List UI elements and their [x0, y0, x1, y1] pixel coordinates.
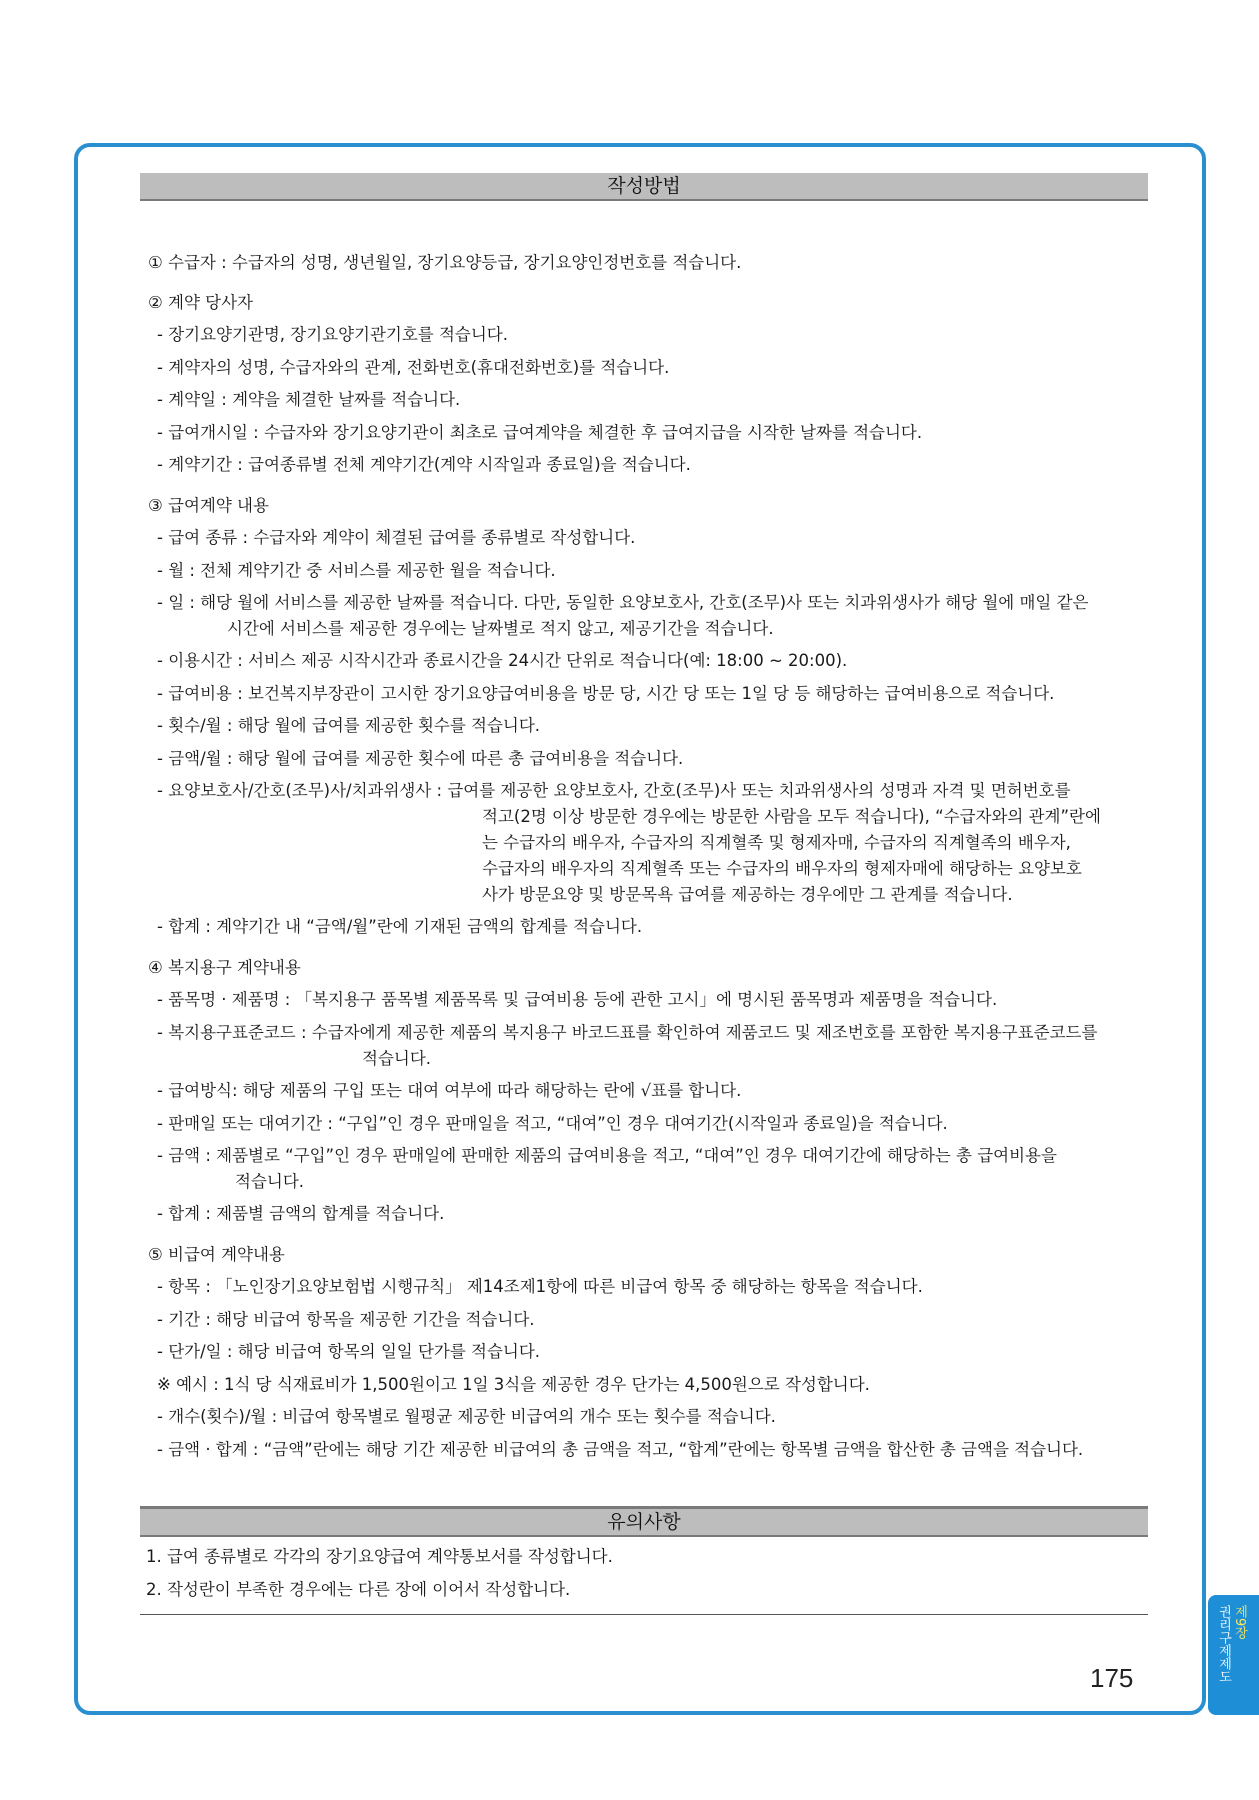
text-line: - 계약기간 : 급여종류별 전체 계약기간(계약 시작일과 종료일)을 적습니다. — [157, 455, 691, 474]
chapter-label: 권리구제제도 — [1216, 1605, 1231, 1683]
text-line: - 급여비용 : 보건복지부장관이 고시한 장기요양급여비용을 방문 당, 시간 당 또는 1일 당 등 해당하는 급여비용으로 적습니다. — [157, 684, 1055, 703]
text-line: - 급여방식: 해당 제품의 구입 또는 대여 여부에 따라 해당하는 란에 √표를 합니다. — [157, 1081, 742, 1100]
text-line: ⑤ 비급여 계약내용 — [148, 1245, 285, 1264]
text-line: - 복지용구표준코드 : 수급자에게 제공한 제품의 복지용구 바코드표를 확인하여 제품코드 및 제조번호를 포함한 복지용구표준코드를 — [157, 1023, 1098, 1042]
text-line: - 항목 : 「노인장기요양보험법 시행규칙」 제14조제1항에 따른 비급여 항목 중 해당하는 항목을 적습니다. — [157, 1277, 923, 1296]
text-line: ② 계약 당사자 — [148, 293, 253, 312]
section-title-writing-method: 작성방법 — [140, 173, 1148, 201]
text-line: - 계약자의 성명, 수급자와의 관계, 전화번호(휴대전화번호)를 적습니다. — [157, 358, 670, 377]
text-line: - 개수(횟수)/월 : 비급여 항목별로 월평균 제공한 비급여의 개수 또는 횟수를 적습니다. — [157, 1407, 776, 1426]
text-line: 는 수급자의 배우자, 수급자의 직계혈족 및 형제자매, 수급자의 직계혈족의 배우자, — [482, 833, 1071, 852]
text-line: ④ 복지용구 계약내용 — [148, 958, 301, 977]
text-line: - 계약일 : 계약을 체결한 날짜를 적습니다. — [157, 390, 461, 409]
text-line: 적습니다. — [362, 1049, 432, 1068]
notes-bottom-rule — [140, 1614, 1148, 1615]
text-line: - 합계 : 제품별 금액의 합계를 적습니다. — [157, 1204, 445, 1223]
text-line: - 합계 : 계약기간 내 “금액/월”란에 기재된 금액의 합계를 적습니다. — [157, 917, 643, 936]
text-line: 적고(2명 이상 방문한 경우에는 방문한 사람을 모두 적습니다), “수급자와의 관계”란에 — [482, 807, 1101, 826]
page-number: 175 — [1090, 1663, 1134, 1693]
text-line: - 금액/월 : 해당 월에 급여를 제공한 횟수에 따른 총 급여비용을 적습니다. — [157, 749, 684, 768]
text-line: - 급여 종류 : 수급자와 계약이 체결된 급여를 종류별로 작성합니다. — [157, 528, 636, 547]
text-line: - 이용시간 : 서비스 제공 시작시간과 종료시간을 24시간 단위로 적습니다(예: 18:00 ~ 20:00). — [157, 651, 848, 670]
text-line: 2. 작성란이 부족한 경우에는 다른 장에 이어서 작성합니다. — [146, 1580, 571, 1599]
text-line: - 단가/일 : 해당 비급여 항목의 일일 단가를 적습니다. — [157, 1342, 541, 1361]
text-line: - 월 : 전체 계약기간 중 서비스를 제공한 월을 적습니다. — [157, 561, 556, 580]
text-line: - 횟수/월 : 해당 월에 급여를 제공한 횟수를 적습니다. — [157, 716, 541, 735]
text-line: ③ 급여계약 내용 — [148, 496, 269, 515]
text-line: - 판매일 또는 대여기간 : “구입”인 경우 판매일을 적고, “대여”인 경우 대여기간(시작일과 종료일)을 적습니다. — [157, 1114, 948, 1133]
text-line: ① 수급자 : 수급자의 성명, 생년월일, 장기요양등급, 장기요양인정번호를 적습니다. — [148, 253, 742, 272]
section-title-notes: 유의사항 — [140, 1506, 1148, 1537]
chapter-side-tab — [1208, 1595, 1259, 1715]
text-line: - 금액 · 합계 : “금액”란에는 해당 기간 제공한 비급여의 총 금액을 적고, “합계”란에는 항목별 금액을 합산한 총 금액을 적습니다. — [157, 1440, 1084, 1459]
text-line: 적습니다. — [235, 1172, 305, 1191]
text-line: 시간에 서비스를 제공한 경우에는 날짜별로 적지 않고, 제공기간을 적습니다. — [227, 619, 774, 638]
text-line: ※ 예시 : 1식 당 식재료비가 1,500원이고 1일 3식을 제공한 경우 단가는 4,500원으로 작성합니다. — [157, 1375, 870, 1394]
text-line: 수급자의 배우자의 직계혈족 또는 수급자의 배우자의 형제자매에 해당하는 요양보호 — [482, 859, 1082, 878]
text-line: 사가 방문요양 및 방문목욕 급여를 제공하는 경우에만 그 관계를 적습니다. — [482, 885, 1013, 904]
text-line: - 장기요양기관명, 장기요양기관기호를 적습니다. — [157, 325, 508, 344]
text-line: - 일 : 해당 월에 서비스를 제공한 날짜를 적습니다. 다만, 동일한 요양보호사, 간호(조무)사 또는 치과위생사가 해당 월에 매일 같은 — [157, 593, 1089, 612]
text-line: - 기간 : 해당 비급여 항목을 제공한 기간을 적습니다. — [157, 1310, 535, 1329]
chapter-number: 제9장 — [1232, 1605, 1247, 1640]
text-line: - 금액 : 제품별로 “구입”인 경우 판매일에 판매한 제품의 급여비용을 적고, “대여”인 경우 대여기간에 해당하는 총 급여비용을 — [157, 1146, 1057, 1165]
text-line: - 급여개시일 : 수급자와 장기요양기관이 최초로 급여계약을 체결한 후 급여지급을 시작한 날짜를 적습니다. — [157, 423, 923, 442]
text-line: - 요양보호사/간호(조무)사/치과위생사 : 급여를 제공한 요양보호사, 간호(조무)사 또는 치과위생사의 성명과 자격 및 면허번호를 — [157, 781, 1071, 800]
text-line: 1. 급여 종류별로 각각의 장기요양급여 계약통보서를 작성합니다. — [146, 1547, 613, 1566]
text-line: - 품목명 · 제품명 : 「복지용구 품목별 제품목록 및 급여비용 등에 관한 고시」에 명시된 품목명과 제품명을 적습니다. — [157, 990, 998, 1009]
